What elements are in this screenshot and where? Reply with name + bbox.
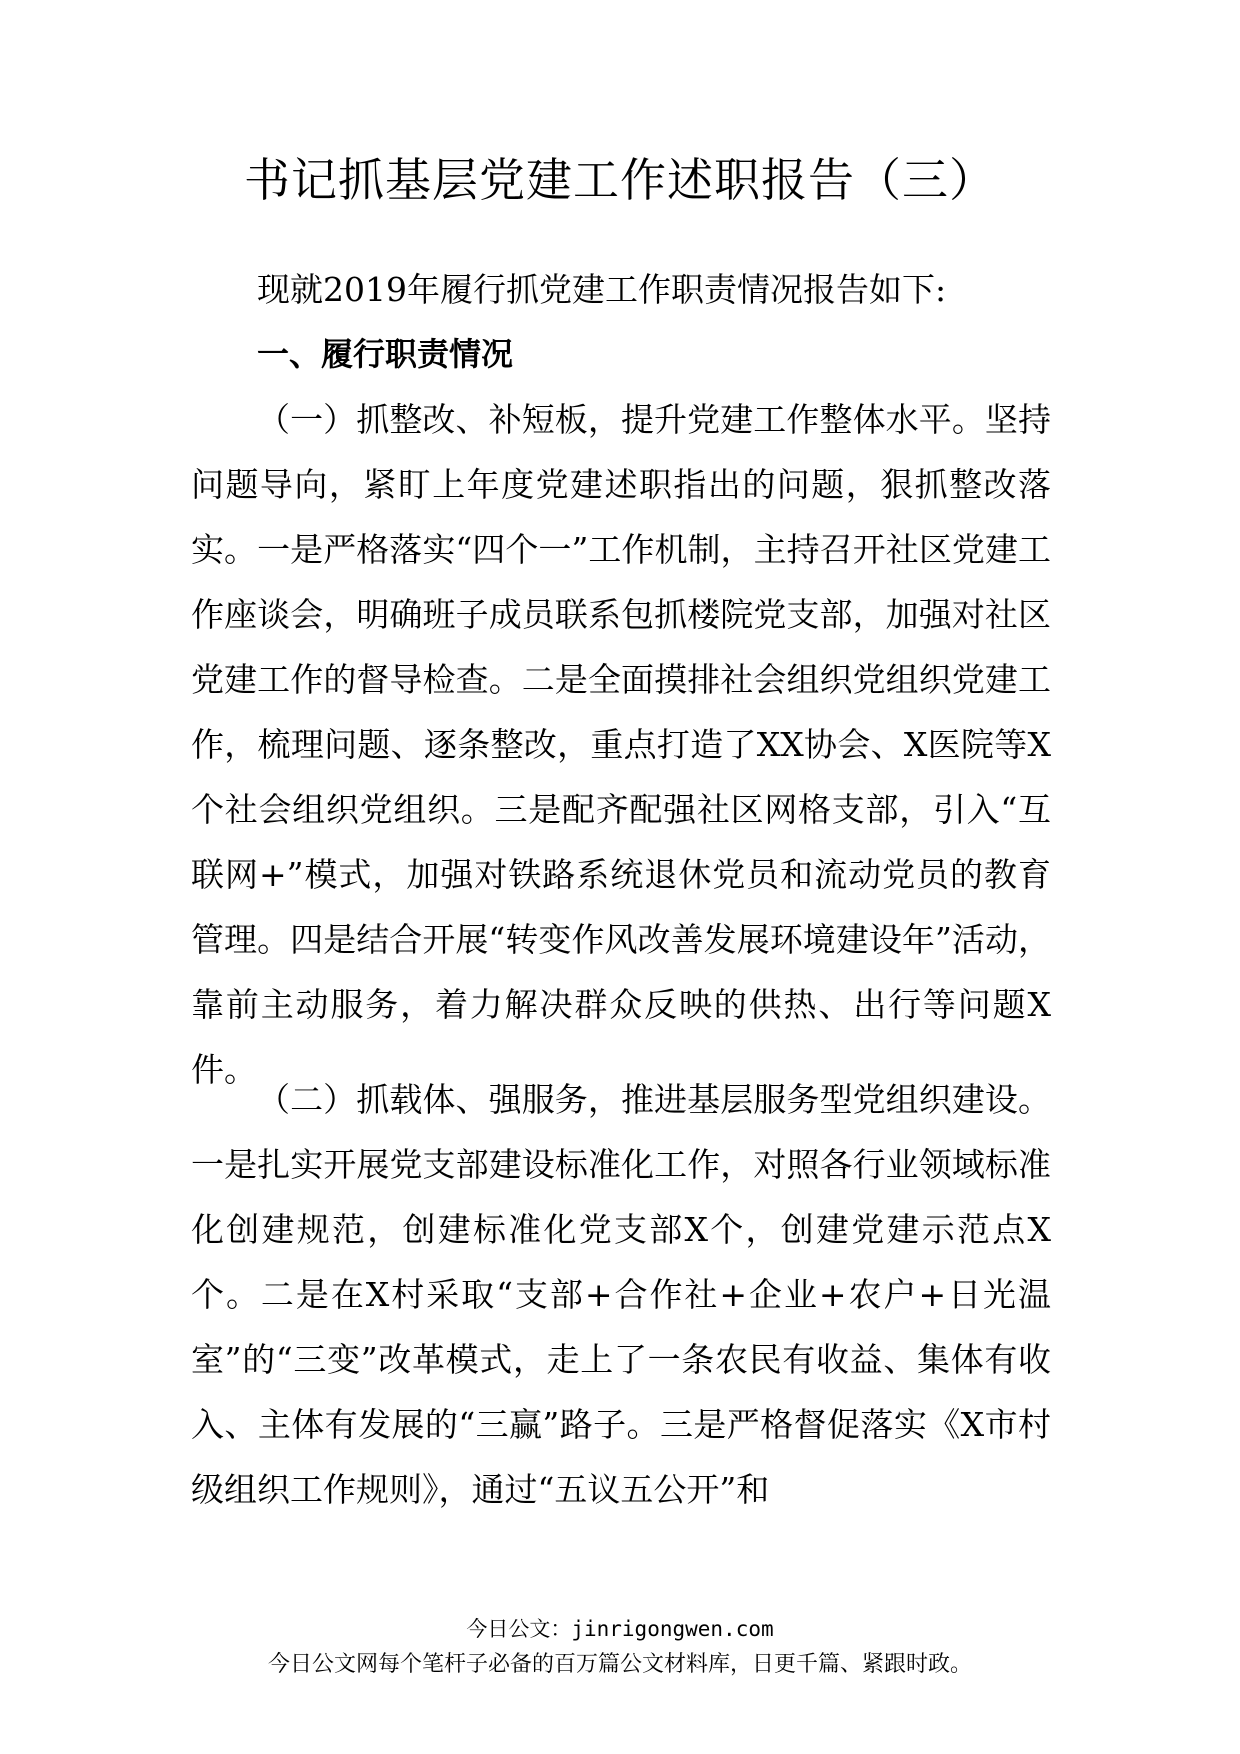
footer-site-link[interactable]: jinrigongwen.com bbox=[571, 1617, 774, 1641]
footer-tagline: 今日公文网每个笔杆子必备的百万篇公文材料库，日更千篇、紧跟时政。 bbox=[267, 1652, 972, 1677]
body-paragraph: （二）抓载体、强服务，推进基层服务型党组织建设。一是扎实开展党支部建设标准化工作，对照各行业领域标准化创建规范，创建标准化党支部X个，创建党建示范点X个。二是在X村采取“支部+合作社+企业+农户+日光温室”的“三变”改革模式，走上了一条农民有收益、集体有收入、主体有发展的“三赢”路子。三是严格督促落实《X市村级组织工作规则》，通过“五议五公开”和 bbox=[191, 1080, 1051, 1509]
document-title: 书记抓基层党建工作述职报告（三） bbox=[244, 153, 996, 207]
body-paragraph: （一）抓整改、补短板，提升党建工作整体水平。坚持问题导向，紧盯上年度党建述职指出的问题，狠抓整改落实。一是严格落实“四个一”工作机制，主持召开社区党建工作座谈会，明确班子成员联系包抓楼院党支部，加强对社区党建工作的督导检查。二是全面摸排社会组织党组织党建工作，梳理问题、逐条整改，重点打造了XX协会、X医院等X个社会组织党组织。三是配齐配强社区网格支部，引入“互联网+”模式，加强对铁路系统退休党员和流动党员的教育管理。四是结合开展“转变作风改善发展环境建设年”活动，靠前主动服务，着力解决群众反映的供热、出行等问题X件。 bbox=[191, 400, 1051, 1089]
section-heading-1: 一、履行职责情况 bbox=[257, 335, 514, 373]
footer-site-line bbox=[0, 1614, 1240, 1644]
footer-site-label: 今日公文： bbox=[466, 1617, 572, 1641]
intro-paragraph: 现就2019年履行抓党建工作职责情况报告如下: bbox=[257, 270, 947, 309]
